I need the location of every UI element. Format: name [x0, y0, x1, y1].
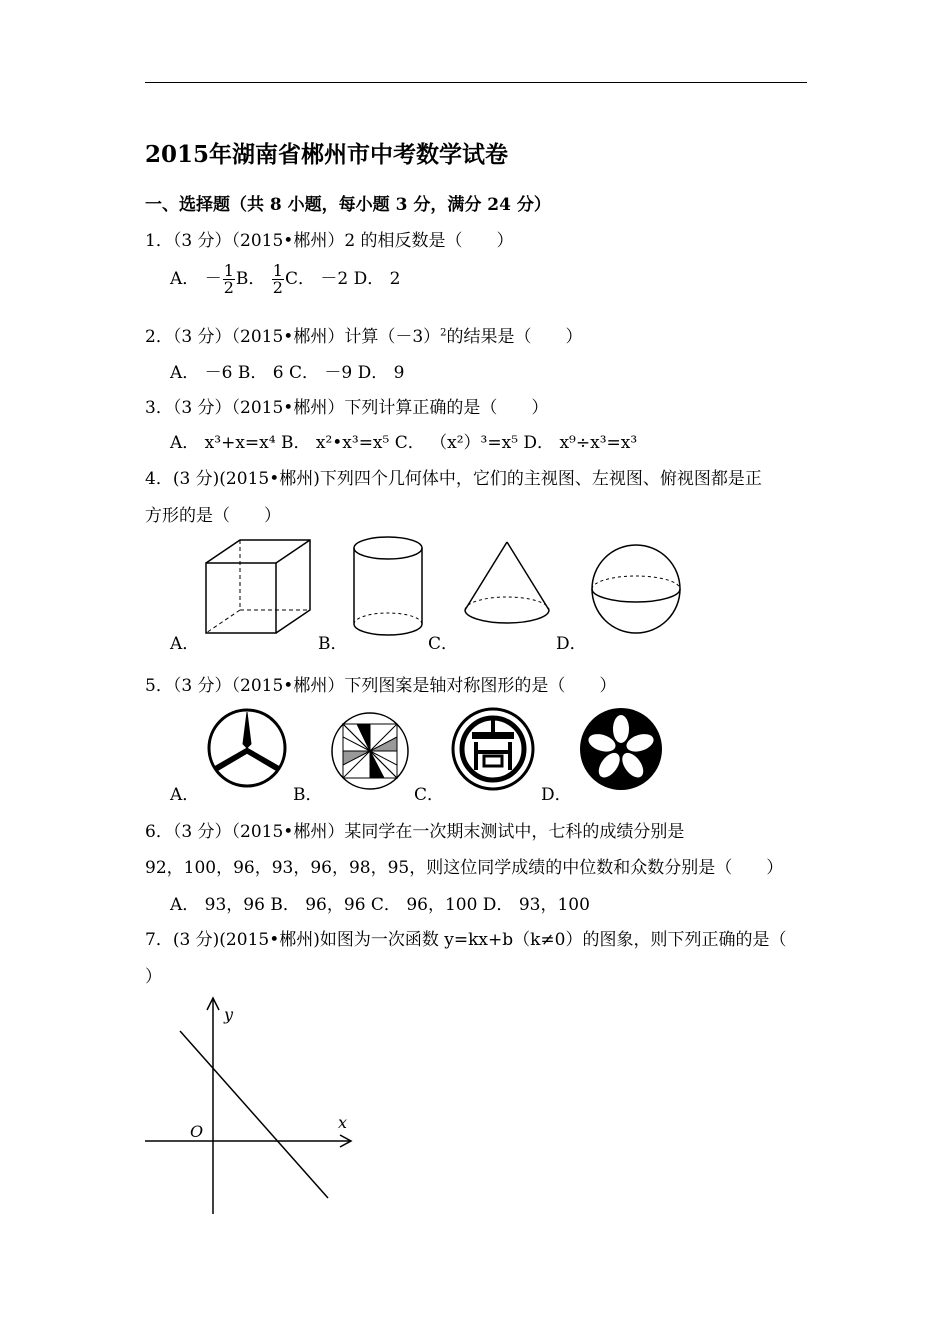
q1-a-numerator: 1: [223, 261, 234, 280]
question-1-stem: 1．（3 分）（2015•郴州）2 的相反数是（ ）: [145, 231, 514, 251]
q4-label-b: B．: [318, 634, 348, 654]
q2-stem-post: 的结果是（ ）: [446, 327, 583, 347]
question-3-options: A． x³+x=x⁴ B． x²•x³=x⁵ C． （x²）³=x⁵ D． x⁹÷x³=x³: [170, 433, 638, 453]
q1-a-denominator: 2: [223, 278, 234, 297]
question-5-stem: 5．（3 分）（2015•郴州）下列图案是轴对称图形的是（ ）: [145, 676, 617, 696]
q5-label-a: A．: [170, 785, 200, 805]
question-6-line-2: 92，100，96，93，96，98，95，则这位同学成绩的中位数和众数分别是（ ）: [145, 858, 784, 878]
q1-b-denominator: 2: [272, 278, 283, 297]
question-4-line-2: 方形的是（ ）: [145, 506, 281, 526]
q1-option-a-label: A．: [170, 269, 200, 289]
question-6-options: A． 93，96 B． 96，96 C． 96，100 D． 93，100: [170, 895, 590, 915]
question-7-line-2: ）: [145, 967, 162, 987]
question-4-line-1: 4．(3 分)(2015•郴州)下列四个几何体中，它们的主视图、左视图、俯视图都是正: [145, 469, 762, 489]
q1-option-b-label: B．: [235, 269, 266, 289]
y-axis-label: y: [224, 1005, 234, 1024]
q5-label-b: B．: [293, 785, 323, 805]
question-3-stem: 3．（3 分）（2015•郴州）下列计算正确的是（ ）: [145, 398, 549, 418]
function-line: [180, 1031, 328, 1198]
q4-label-d: D．: [556, 634, 587, 654]
origin-label: O: [190, 1122, 204, 1141]
section-heading: 一、选择题（共 8 小题，每小题 3 分，满分 24 分）: [145, 195, 551, 215]
q1-options-rest: C． －2 D． 2: [284, 269, 401, 289]
q4-label-a: A．: [170, 634, 200, 654]
y-axis: [207, 998, 219, 1214]
q5-label-d: D．: [541, 785, 572, 805]
x-axis: [145, 1135, 351, 1147]
question-2-options: A． －6 B． 6 C． －9 D． 9: [170, 363, 405, 383]
q5-label-c: C．: [414, 785, 445, 805]
page-title: 2015年湖南省郴州市中考数学试卷: [145, 141, 509, 168]
q1-b-numerator: 1: [272, 261, 283, 280]
q4-label-c: C．: [428, 634, 459, 654]
q1-option-a-sign: －: [204, 269, 222, 289]
x-axis-label: x: [338, 1113, 348, 1132]
q2-stem-exponent: 2: [440, 327, 447, 339]
question-6-line-1: 6．（3 分）（2015•郴州）某同学在一次期末测试中，七科的成绩分别是: [145, 822, 685, 842]
question-7-line-1: 7．(3 分)(2015•郴州)如图为一次函数 y=kx+b（k≠0）的图象，则下列正确的是（: [145, 930, 787, 950]
q2-stem-pre: 2．（3 分）（2015•郴州）计算（－3）: [145, 327, 441, 347]
